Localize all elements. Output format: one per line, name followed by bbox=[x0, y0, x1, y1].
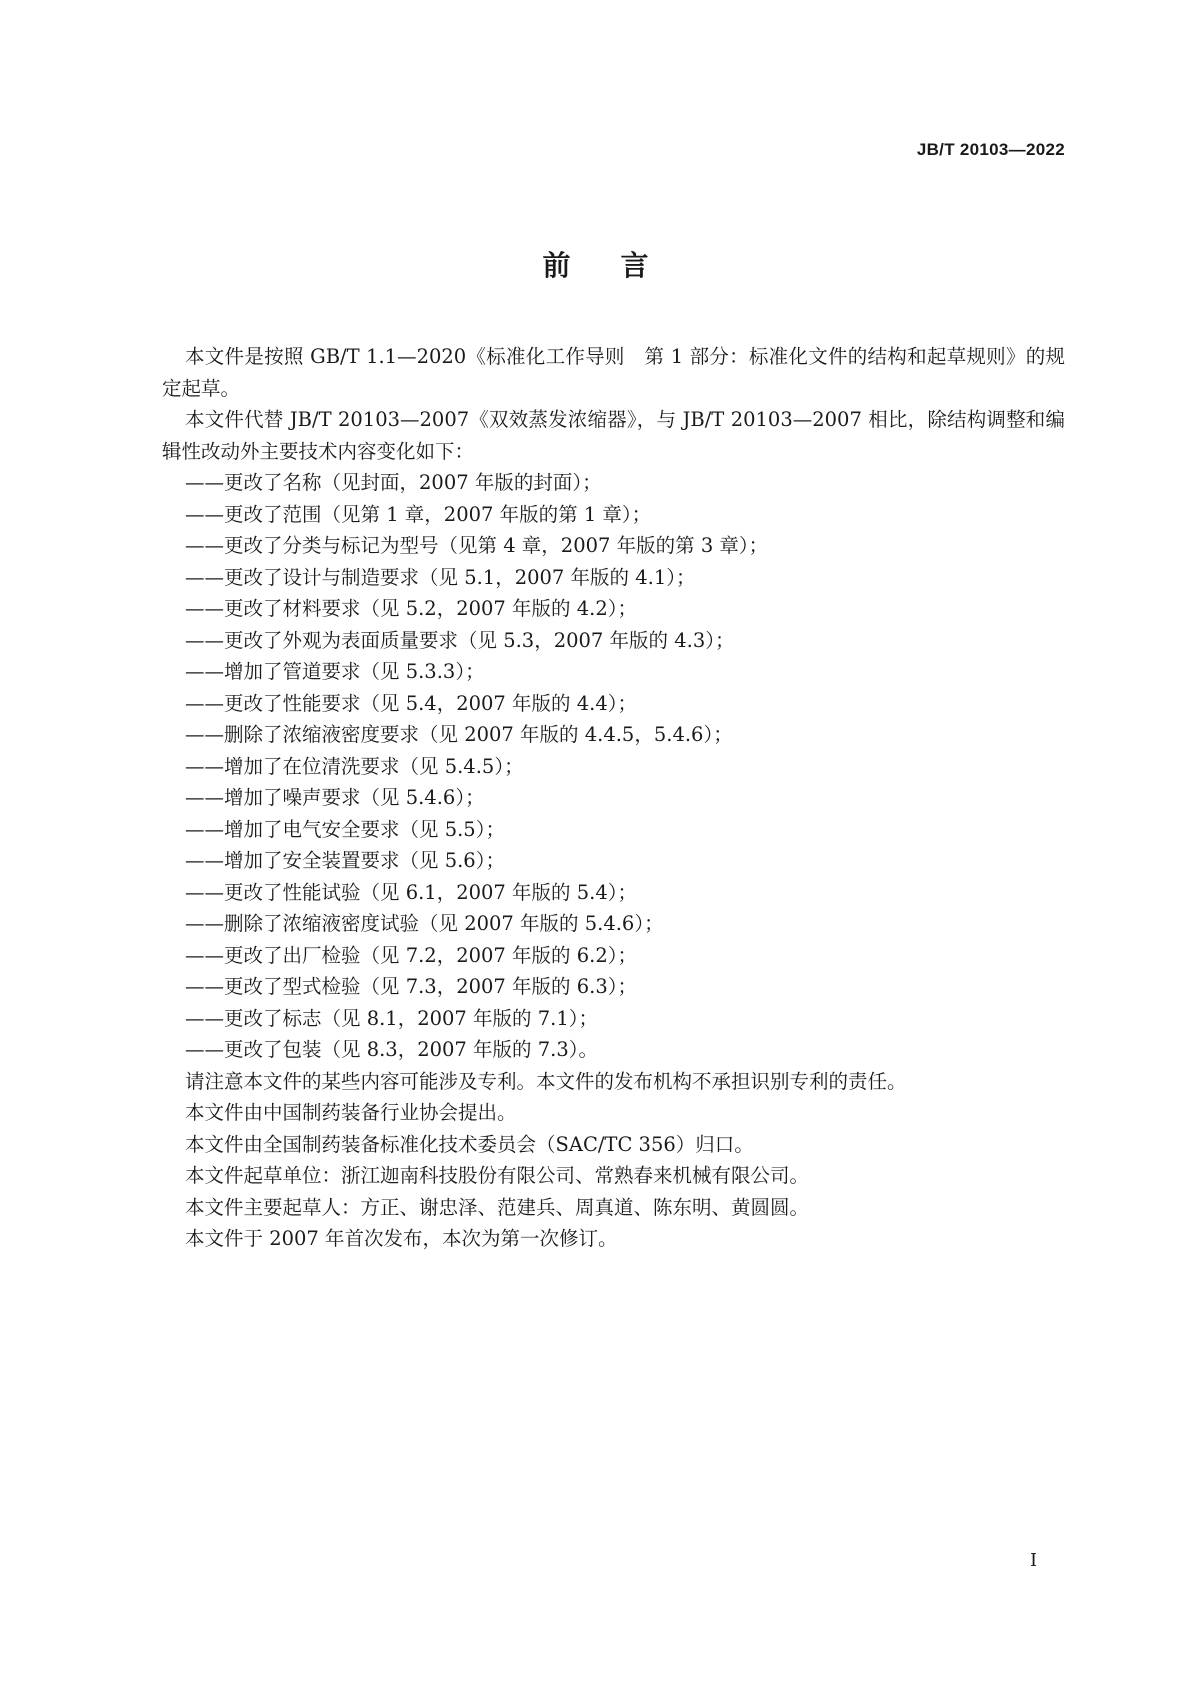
change-item: ——更改了分类与标记为型号（见第 4 章，2007 年版的第 3 章）； bbox=[185, 534, 769, 557]
page-title: 前言 bbox=[542, 249, 699, 282]
paragraph: 本文件由全国制药装备标准化技术委员会（SAC/TC 356）归口。 bbox=[185, 1132, 754, 1156]
change-item: ——增加了管道要求（见 5.3.3）； bbox=[185, 660, 485, 683]
change-item: ——增加了在位清洗要求（见 5.4.5）； bbox=[185, 754, 524, 778]
change-item: ——更改了标志（见 8.1，2007 年版的 7.1）； bbox=[185, 1006, 598, 1030]
paragraph: 本文件主要起草人：方正、谢忠泽、范建兵、周真道、陈东明、黄圆圆。 bbox=[185, 1195, 810, 1219]
change-item: ——更改了材料要求（见 5.2，2007 年版的 4.2）； bbox=[185, 597, 637, 620]
change-item: ——删除了浓缩液密度要求（见 2007 年版的 4.4.5，5.4.6）； bbox=[185, 723, 733, 746]
change-item: ——增加了噪声要求（见 5.4.6）； bbox=[185, 786, 485, 809]
foreword-body bbox=[162, 341, 1065, 1255]
document-code: JB/T 20103—2022 bbox=[916, 140, 1065, 159]
change-item: ——更改了外观为表面质量要求（见 5.3，2007 年版的 4.3）； bbox=[185, 628, 735, 652]
paragraph: 本文件由中国制药装备行业协会提出。 bbox=[185, 1101, 517, 1124]
change-item: ——更改了包装（见 8.3，2007 年版的 7.3）。 bbox=[185, 1038, 598, 1061]
paragraph: 请注意本文件的某些内容可能涉及专利。本文件的发布机构不承担识别专利的责任。 bbox=[185, 1069, 907, 1093]
change-item: ——更改了设计与制造要求（见 5.1，2007 年版的 4.1）； bbox=[185, 565, 696, 589]
change-item: ——更改了名称（见封面，2007 年版的封面）； bbox=[185, 471, 602, 494]
change-item: ——更改了范围（见第 1 章，2007 年版的第 1 章）； bbox=[185, 502, 652, 526]
changes-list bbox=[162, 467, 1065, 1066]
change-item: ——删除了浓缩液密度试验（见 2007 年版的 5.4.6）； bbox=[185, 912, 664, 935]
paragraph: 本文件起草单位：浙江迦南科技股份有限公司、常熟春来机械有限公司。 bbox=[185, 1164, 810, 1187]
paragraph: 本文件代替 JB/T 20103—2007《双效蒸发浓缩器》，与 JB/T 20103—2007 相比，除结构调整和编辑性改动外主要技术内容变化如下： bbox=[162, 408, 1065, 463]
change-item: ——增加了电气安全要求（见 5.5）； bbox=[185, 817, 505, 841]
change-item: ——更改了出厂检验（见 7.2，2007 年版的 6.2）； bbox=[185, 943, 637, 967]
change-item: ——更改了型式检验（见 7.3，2007 年版的 6.3）； bbox=[185, 975, 637, 998]
change-item: ——更改了性能试验（见 6.1，2007 年版的 5.4）； bbox=[185, 880, 637, 904]
closing-paragraphs bbox=[162, 1066, 1065, 1255]
change-item: ——增加了安全装置要求（见 5.6）； bbox=[185, 849, 505, 872]
paragraph: 本文件于 2007 年首次发布，本次为第一次修订。 bbox=[185, 1227, 618, 1250]
paragraph: 本文件是按照 GB/T 1.1—2020《标准化工作导则 第 1 部分：标准化文件的结构和起草规则》的规定起草。 bbox=[162, 345, 1065, 400]
page-number: I bbox=[1030, 1550, 1038, 1571]
change-item: ——更改了性能要求（见 5.4，2007 年版的 4.4）； bbox=[185, 691, 637, 715]
